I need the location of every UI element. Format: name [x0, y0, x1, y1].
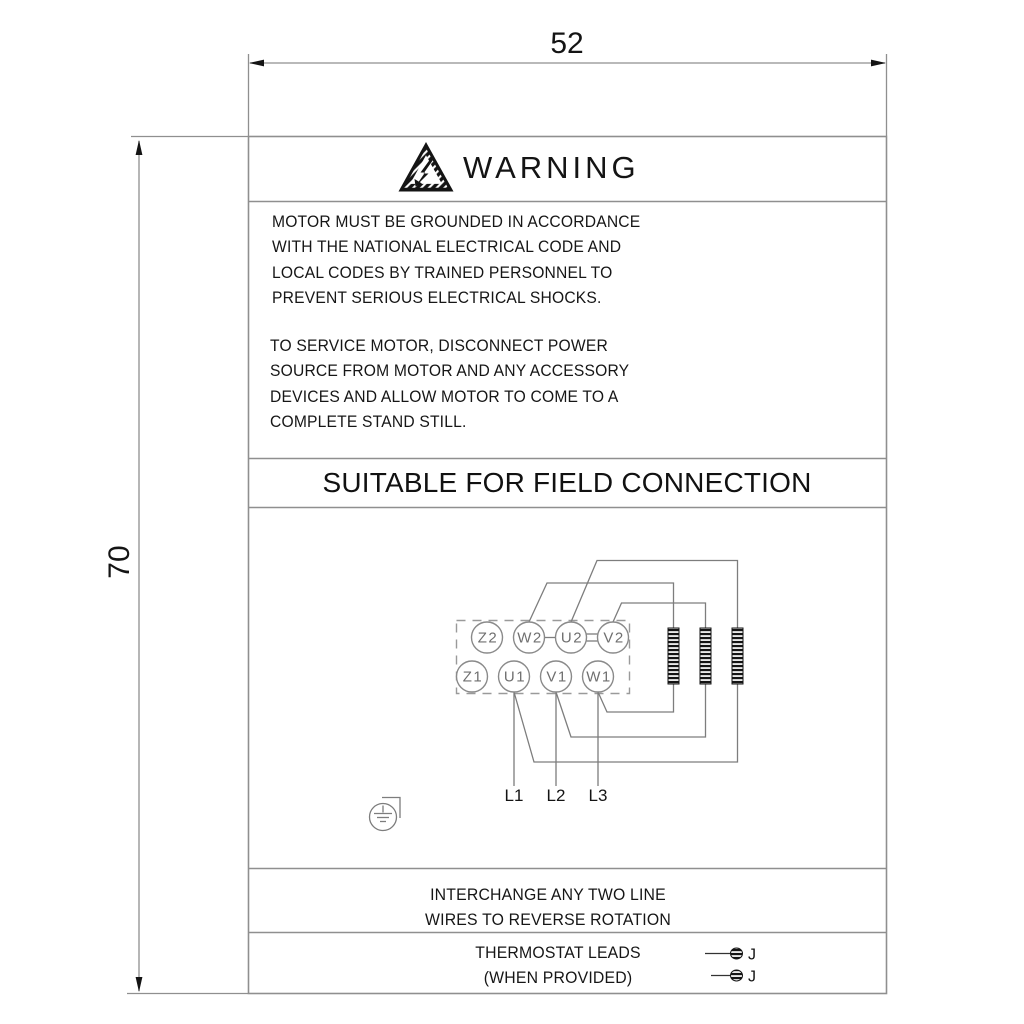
arrowhead-left-icon — [249, 60, 264, 67]
winding-coil-1 — [668, 628, 679, 684]
height-dimension-value — [93, 535, 147, 589]
wire-w1-to-coil1 — [598, 684, 674, 712]
rotation-note — [251, 882, 844, 933]
thermostat-note-line-2: (WHEN PROVIDED) — [483, 968, 633, 988]
paragraph-line: DEVICES AND ALLOW MOTOR TO COME TO A — [270, 386, 619, 406]
thermostat-note-line-1: THERMOSTAT LEADS — [475, 943, 641, 962]
paragraph-line: SOURCE FROM MOTOR AND ANY ACCESSORY — [270, 361, 630, 381]
paragraph-line: COMPLETE STAND STILL. — [270, 412, 467, 432]
line-label-l3: L3 — [588, 786, 608, 805]
paragraph-line: MOTOR MUST BE GROUNDED IN ACCORDANCE — [272, 212, 641, 231]
rotation-note-line-2: WIRES TO REVERSE ROTATION — [425, 910, 671, 930]
width-dimension — [249, 54, 887, 136]
high-voltage-warning-triangle-icon — [399, 142, 454, 192]
paragraph-line: WITH THE NATIONAL ELECTRICAL CODE AND — [272, 237, 622, 257]
arrowhead-right-icon — [871, 60, 886, 67]
paragraph-line: LOCAL CODES BY TRAINED PERSONNEL TO — [272, 262, 613, 282]
thermostat-lead-label-2: J — [748, 968, 756, 986]
wire-u1-to-coil3 — [514, 684, 738, 762]
field-connection-title: SUITABLE FOR FIELD CONNECTION — [322, 467, 812, 498]
wire-v1-to-coil2 — [556, 684, 706, 737]
ground-lead-line — [382, 798, 400, 819]
paragraph-line: TO SERVICE MOTOR, DISCONNECT POWER — [270, 336, 608, 355]
wire-w2-to-coil1 — [529, 583, 674, 628]
winding-coil-2 — [700, 628, 711, 684]
paragraph-line: PREVENT SERIOUS ELECTRICAL SHOCKS. — [272, 288, 602, 308]
wire-v2-to-coil2 — [613, 603, 706, 628]
terminal-label-z1: Z1 — [462, 668, 484, 686]
protective-earth-ground-icon — [370, 798, 401, 831]
thermostat-note — [261, 940, 854, 991]
grounding-warning-paragraph — [272, 209, 640, 311]
arrowhead-up-icon — [136, 140, 143, 155]
wire-u2-to-coil3 — [571, 561, 738, 629]
thermostat-lead-label-1: J — [748, 946, 756, 964]
winding-coil-3 — [732, 628, 743, 684]
warning-title: WARNING — [463, 150, 640, 185]
terminal-label-w1: W1 — [586, 668, 612, 686]
motor-winding-coils — [668, 628, 743, 684]
terminal-label-v1: V1 — [546, 668, 568, 686]
terminal-label-u1: U1 — [503, 668, 527, 686]
terminal-label-z2: Z2 — [477, 629, 499, 647]
terminal-label-u2: U2 — [560, 629, 584, 647]
terminal-label-v2: V2 — [603, 629, 625, 647]
line-label-l2: L2 — [546, 786, 566, 805]
terminal-label-w2: W2 — [517, 629, 543, 647]
supply-line-labels — [505, 786, 608, 805]
width-dimension-value: 52 — [550, 27, 584, 60]
height-dimension-text: 70 — [103, 545, 136, 579]
line-label-l1: L1 — [504, 786, 524, 805]
arrowhead-down-icon — [136, 977, 143, 992]
rotation-note-line-1: INTERCHANGE ANY TWO LINE — [430, 885, 666, 904]
service-warning-paragraph — [270, 333, 629, 435]
